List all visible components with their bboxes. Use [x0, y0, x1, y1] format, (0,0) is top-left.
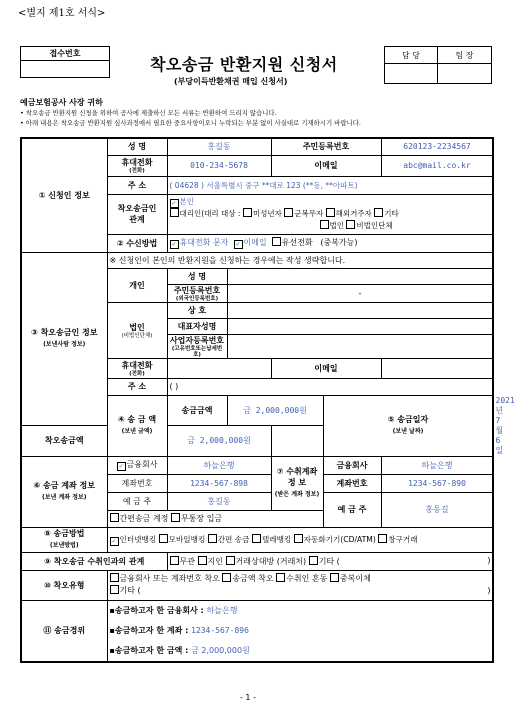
sender-rrn-label: 주민등록번호 (외국인등록번호) [167, 284, 227, 302]
relation-self-checkbox[interactable]: ✓ 본인 [171, 197, 194, 207]
section-method-label: ⑧ 송금방법 (보낸방법) [21, 527, 107, 552]
notice-line: • 착오송금 반환지원 신청을 위하여 공사에 제출하신 모든 서류는 반환하여 드리지 않습니다. [20, 109, 277, 117]
form-subtitle: (부당이득반환채권 매입 신청서) [174, 77, 288, 86]
sender-email-label: 이메일 [271, 358, 381, 378]
unrelated-checkbox[interactable] [170, 556, 179, 565]
applicant-name-field[interactable]: 홍길동 [167, 138, 271, 155]
telebanking-checkbox[interactable] [252, 534, 261, 543]
approval-manager-label: 팀 장 [438, 47, 491, 64]
section-applicant-label: ① 신청인 정보 [21, 138, 107, 252]
applicant-phone-field[interactable]: 010-234-5678 [167, 155, 271, 176]
cash-deposit-checkbox[interactable] [171, 513, 180, 522]
ceo-name-label: 대표자성명 [167, 318, 227, 334]
approval-staff-label: 담 당 [385, 47, 438, 64]
relation-other-checkbox[interactable] [309, 556, 318, 565]
bank-checkbox[interactable]: ✓ [118, 463, 124, 470]
bizno-field[interactable] [227, 334, 493, 358]
page-number: - 1 - [240, 693, 256, 702]
section-error-type-label: ⑩ 착오유형 [21, 570, 107, 600]
individual-label: 개인 [107, 268, 167, 302]
sender-note: ※ 신청인이 본인의 반환지원을 신청하는 경우에는 작성 생략합니다. [107, 252, 493, 268]
counter-checkbox[interactable] [378, 534, 387, 543]
recipient-account-field[interactable]: 1234-567-890 [381, 474, 493, 492]
recipient-bank-field[interactable]: 하늘은행 [381, 456, 493, 474]
section-date-label: ⑤ 송금일자 (보낸 날짜) [323, 395, 493, 456]
simple-pay-checkbox[interactable] [208, 534, 217, 543]
relation-agent-checkbox[interactable] [170, 208, 179, 217]
mobile-banking-checkbox[interactable] [159, 534, 168, 543]
rrn-label: 주민등록번호 [271, 138, 381, 155]
address-label: 주 소 [107, 176, 167, 194]
section-details-label: ⑪ 송금경위 [21, 600, 107, 662]
sender-email-field[interactable] [381, 358, 493, 378]
checked-icon: ✓ [171, 200, 177, 207]
receipt-number-box [20, 46, 110, 78]
sender-rrn-field[interactable]: - [227, 284, 493, 302]
bank-account-error-checkbox[interactable] [110, 573, 119, 582]
noncorp-checkbox[interactable] [346, 220, 355, 229]
sender-bank-field[interactable]: 하늘은행 [167, 456, 271, 474]
duplicate-checkbox[interactable] [330, 573, 339, 582]
recipient-holder-field[interactable]: 홍동길 [381, 492, 493, 527]
recipient-account-label: 계좌번호 [323, 474, 381, 492]
atm-checkbox[interactable] [294, 534, 303, 543]
email-checkbox[interactable]: ✓ [235, 241, 241, 248]
notice-line: • 아래 내용은 착오송금 반환지원 심사과정에서 필요한 중요사항이오니 누락되는 부분 없이 사실대로 기재하시기 바랍니다. [20, 119, 361, 127]
sender-name-field[interactable] [227, 268, 493, 284]
section-relationship-label: ⑨ 착오송금 수취인과의 관계 [21, 552, 167, 570]
amount-error-checkbox[interactable] [222, 573, 231, 582]
error-type-options: 금융회사 또는 계좌번호 착오 송금액 착오 수취인 혼동 중복이체 기타 ( ) [107, 570, 493, 600]
section-recipient-account-label: ⑦ 수취계좌 정 보 (받은 계좌 정보) [271, 456, 323, 510]
addressee: 예금보험공사 사장 귀하 [20, 98, 103, 107]
section-receive-method-label: ② 수신방법 [107, 234, 167, 252]
application-table: ① 신청인 정보 성 명 홍길동 주민등록번호 620123-2234567 휴대전화 (전화) 010-234-5678 이메일 abc@mail.co.kr 주 소 ( 04628 ) 서울특별시 중구 **대로 123 (**동, **아파트) 착오송금인 관계 ✓ 본인 대리인(대리 대상 : 미성년자 군복무자 해외거주자 기타 법인 비법인단체 ② 수신방법 ✓ 휴대전화 문자 ✓ 이메일 유선전화 (중복가능) ③ 착오송금인 정보 (보낸사람 정보) ※ 신청인이 본인의 반환지원을 신청하는 경우에는 작성 생략합니다. 개인 성 명 주민등록번호 (외국인등록번호) - 법인 (비법인단체) 상 호 대표자성명 사업자등록번호 (고유번호또는납세번호) 휴대전화 (전화) 이메일 주 소 ( ) ④ 송 금 액 (보낸 금액) 송금금액 금 2,000,000원 ⑤ 송금일자 (보낸 날짜) 2021년 7월 6일 착오송금액 금 2,000,000원 ⑥ 송금 계좌 정보 (보낸 계좌 정보) ✓ 금융회사 하늘은행 ⑦ 수취계좌 정 보 (받은 계좌 정보) 금융회사 하늘은행 계좌번호 1234-567-898 계좌번호 1234-567-890 예 금 주 홍길동 예 금 주 홍동길 간편송금 계정 무통장 입금 ⑧ 송금방법 (보낸방법) ✓ 인터넷뱅킹 모바일뱅킹 간편 송금 텔레뱅킹 자동화기기(CD/ATM) 창구거래 ⑨ 착오송금 수취인과의 관계 무관 지인 거래상대방 (거래처) 기타 ( ) ⑩ 착오유형 금융회사 또는 계좌번호 착오 송금액 착오 수취인 혼동 중복이체 기타 ( ) ⑪ 송금경위 ▪송금하고자 한 금융회사 : 하늘은행 ▪송금하고자 한 계좌 : 1234-567-896 ▪송금하고자 한 금액 : 금 2,000,000원 [20, 137, 494, 663]
military-checkbox[interactable] [284, 208, 293, 217]
applicant-address-field[interactable]: ( 04628 ) 서울특별시 중구 **대로 123 (**동, **아파트) [167, 176, 493, 194]
name-label: 성 명 [107, 138, 167, 155]
section-sender-label: ③ 착오송금인 정보 (보낸사람 정보) [21, 252, 107, 426]
section-amount-label: ④ 송 금 액 (보낸 금액) [107, 395, 167, 456]
applicant-email-field[interactable]: abc@mail.co.kr [381, 155, 493, 176]
overseas-checkbox[interactable] [326, 208, 335, 217]
sender-address-field[interactable]: ( ) [167, 378, 493, 395]
intended-bank-line: ▪송금하고자 한 금융회사 : 하늘은행 [109, 605, 238, 615]
recipient-error-checkbox[interactable] [276, 573, 285, 582]
intended-account-line: ▪송금하고자 한 계좌 : 1234-567-896 [109, 625, 249, 635]
email-label: 이메일 [271, 155, 381, 176]
sender-phone-field[interactable] [167, 358, 271, 378]
relation-label: 착오송금인 관계 [107, 194, 167, 234]
form-number: <별지 제1호 서식> [18, 8, 106, 19]
relationship-options: 무관 지인 거래상대방 (거래처) 기타 ( ) [167, 552, 493, 570]
form-title: 착오송금 반환지원 신청서 [150, 55, 338, 74]
sender-holder-label: 예 금 주 [107, 492, 167, 510]
sender-account-label: 계좌번호 [107, 474, 167, 492]
sender-holder-field[interactable]: 홍길동 [167, 492, 271, 510]
sender-account-field[interactable]: 1234-567-898 [167, 474, 271, 492]
acquaintance-checkbox[interactable] [198, 556, 207, 565]
transfer-type-options: 간편송금 계정 무통장 입금 [107, 510, 323, 527]
mistaken-amount-field[interactable]: 금 2,000,000원 [167, 426, 271, 457]
approval-box [384, 46, 492, 84]
notice-text [20, 108, 361, 128]
ceo-name-field[interactable] [227, 318, 493, 334]
internet-banking-checkbox[interactable]: ✓ [111, 537, 117, 545]
receive-method-options: ✓ 휴대전화 문자 ✓ 이메일 유선전화 (중복가능) [167, 234, 493, 252]
approval-staff-sign [385, 64, 438, 83]
section-sender-account-label: ⑥ 송금 계좌 정보 (보낸 계좌 정보) [21, 456, 107, 527]
sender-bank-label: ✓ 금융회사 [107, 456, 167, 474]
trade-partner-checkbox[interactable] [226, 556, 235, 565]
sender-phone-label: 휴대전화 (전화) [107, 358, 167, 378]
company-name-field[interactable] [227, 302, 493, 318]
corp-checkbox[interactable] [320, 220, 329, 229]
simple-transfer-checkbox[interactable] [110, 513, 119, 522]
applicant-rrn-field[interactable]: 620123-2234567 [381, 138, 493, 155]
company-name-label: 상 호 [167, 302, 227, 318]
mistaken-amount-label: 착오송금액 [21, 426, 107, 457]
recipient-holder-label: 예 금 주 [323, 492, 381, 527]
minor-checkbox[interactable] [243, 208, 252, 217]
sender-name-label: 성 명 [167, 268, 227, 284]
amount-field[interactable]: 금 2,000,000원 [227, 395, 323, 426]
other-checkbox[interactable] [374, 208, 383, 217]
receipt-number-label: 접수번호 [21, 47, 109, 61]
amount-label: 송금금액 [167, 395, 227, 426]
bizno-label: 사업자등록번호 (고유번호또는납세번호) [167, 334, 227, 358]
sender-address-label: 주 소 [107, 378, 167, 395]
method-options: ✓ 인터넷뱅킹 모바일뱅킹 간편 송금 텔레뱅킹 자동화기기(CD/ATM) 창구거래 [107, 527, 493, 552]
intended-amount-line: ▪송금하고자 한 금액 : 금 2,000,000원 [109, 645, 250, 655]
landline-checkbox[interactable] [272, 237, 281, 246]
phone-label: 휴대전화 (전화) [107, 155, 167, 176]
transfer-details [107, 600, 493, 662]
approval-manager-sign [438, 64, 491, 83]
recipient-bank-label: 금융회사 [323, 456, 381, 474]
sms-checkbox[interactable]: ✓ [171, 241, 177, 248]
error-other-checkbox[interactable] [110, 585, 119, 594]
relation-options: ✓ 본인 대리인(대리 대상 : 미성년자 군복무자 해외거주자 기타 법인 비법인단체 [167, 194, 493, 234]
corp-label: 법인 (비법인단체) [107, 302, 167, 358]
